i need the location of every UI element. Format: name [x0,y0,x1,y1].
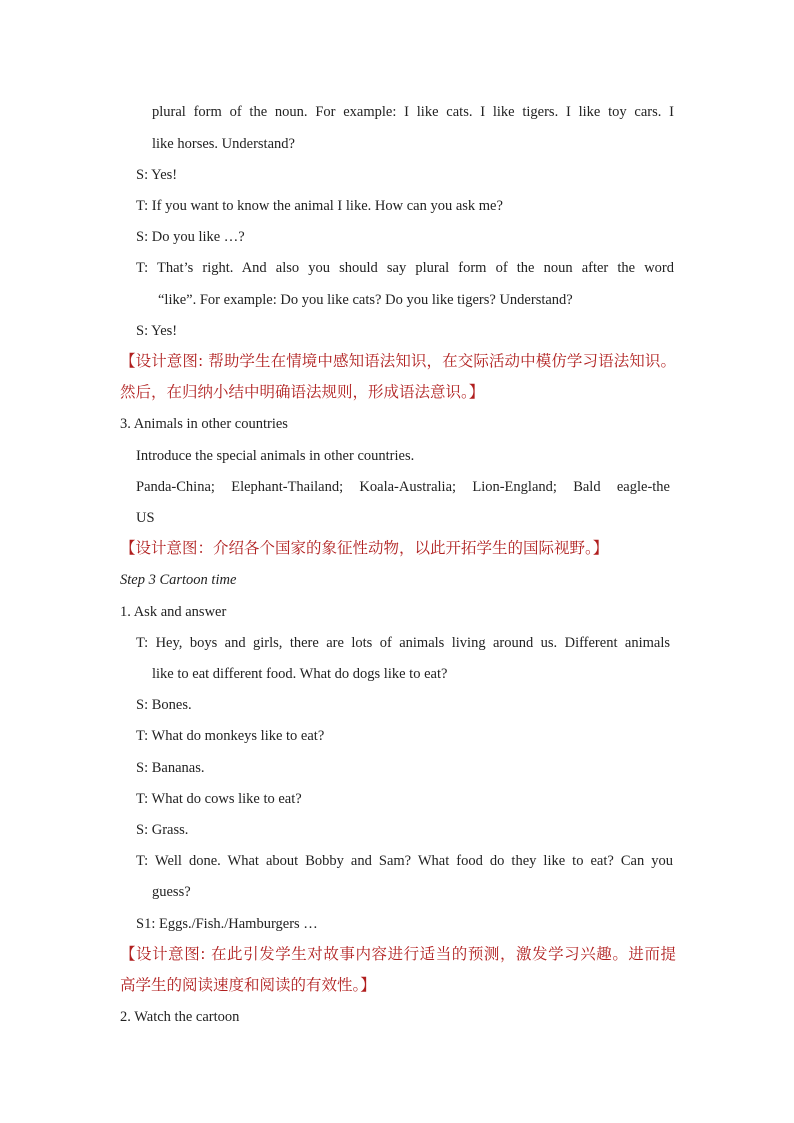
design-intent-note: 【设计意图: 在此引发学生对故事内容进行适当的预测，激发学习兴趣。进而提 [120,945,676,963]
section-heading: 3. Animals in other countries [120,416,288,432]
text-line: T: What do cows like to eat? [136,791,302,807]
text-line: S: Yes! [136,323,178,339]
text-line: T: If you want to know the animal I like. How can you ask me? [136,198,503,214]
text-line: like to eat different food. What do dogs like to eat? [152,666,448,682]
text-line: guess? [152,884,191,900]
text-line: S: Bones. [136,697,192,713]
text-line: S: Bananas. [136,760,205,776]
text-line: “like”. For example: Do you like cats? Do you like tigers? Understand? [158,292,573,308]
text-line: plural form of the noun. For example: I like cats. I like tigers. I like toy cars. I [152,104,674,120]
text-line: S1: Eggs./Fish./Hamburgers … [136,916,318,932]
text-line: T: Well done. What about Bobby and Sam? What food do they like to eat? Can you [136,853,673,869]
design-intent-note: 【设计意图：介绍各个国家的象征性动物，以此开拓学生的国际视野。】 [120,539,609,557]
text-line: Panda-China; Elephant-Thailand; Koala-Australia; Lion-England; Bald eagle-the [136,479,670,495]
section-heading: 2. Watch the cartoon [120,1009,240,1025]
design-intent-note: 高学生的阅读速度和阅读的有效性。】 [120,976,376,994]
text-line: T: Hey, boys and girls, there are lots of animals living around us. Different animals [136,635,670,651]
design-intent-note: 【设计意图: 帮助学生在情境中感知语法知识，在交际活动中模仿学习语法知识。 [120,352,676,370]
step-heading: Step 3 Cartoon time [120,572,237,588]
text-line: S: Grass. [136,822,189,838]
section-heading: 1. Ask and answer [120,604,227,620]
text-line: like horses. Understand? [152,136,295,152]
text-line: T: What do monkeys like to eat? [136,728,325,744]
text-line: S: Do you like …? [136,229,245,245]
text-line: S: Yes! [136,167,178,183]
design-intent-note: 然后，在归纳小结中明确语法规则，形成语法意识。】 [120,383,485,401]
text-line: Introduce the special animals in other countries. [136,448,415,464]
text-line: US [136,510,155,526]
text-line: T: That’s right. And also you should say plural form of the noun after the word [136,260,674,276]
